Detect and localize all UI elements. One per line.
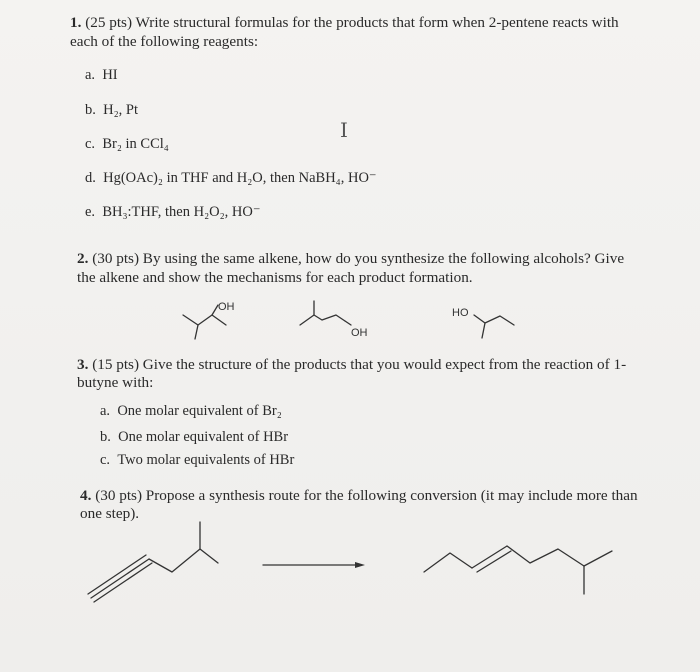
q1-item-a: a. HI <box>85 67 118 83</box>
q4-prompt-line2: one step). <box>80 505 140 522</box>
starting-alkyne-structure <box>88 522 218 602</box>
q1-item-e: e. BH₃:THF, then H₂O₂, HO⁻ <box>85 204 261 220</box>
q1-item-c: c. Br₂ in CCl₄ <box>85 136 169 152</box>
q1-prompt-line2: each of the following reagents: <box>70 33 259 50</box>
alcohol-structure-3 <box>452 307 514 338</box>
q3-prompt-line2: butyne with: <box>77 374 154 391</box>
structure-2-oh-label: OH <box>351 327 368 339</box>
structure-1-oh-label: OH <box>218 301 235 313</box>
alcohol-structure-2 <box>300 301 368 339</box>
q2-prompt-line2: the alkene and show the mechanisms for each product formation. <box>77 269 473 286</box>
structure-3-ho-label: HO <box>452 307 469 319</box>
q3-item-a: a. One molar equivalent of Br₂ <box>100 403 282 419</box>
q4-prompt: (30 pts) Propose a synthesis route for the following conversion (it may include more than <box>91 487 638 504</box>
q1-item-d: d. Hg(OAc)₂ in THF and H₂O, then NaBH₄, HO⁻ <box>85 170 377 186</box>
q2-prompt: (30 pts) By using the same alkene, how do you synthesize the following alcohols? Give <box>88 250 625 267</box>
q1-number: 1. <box>70 14 82 31</box>
q2-number: 2. <box>77 250 89 267</box>
q1-item-b: b. H₂, Pt <box>85 102 138 118</box>
product-alkene-structure <box>424 546 612 594</box>
text-cursor-icon: I <box>340 118 348 142</box>
q3-item-b: b. One molar equivalent of HBr <box>100 429 289 445</box>
q1-prompt: (25 pts) Write structural formulas for the products that form when 2-pentene reacts with <box>81 14 619 31</box>
q3-prompt: (15 pts) Give the structure of the products that you would expect from the reaction of 1- <box>88 356 627 373</box>
q4-heading <box>80 487 638 505</box>
q3-item-c: c. Two molar equivalents of HBr <box>100 452 295 468</box>
alcohol-structure-1 <box>183 301 235 339</box>
reaction-arrow <box>263 562 365 568</box>
q4-number: 4. <box>80 487 92 504</box>
q3-heading <box>77 356 626 374</box>
q3-number: 3. <box>77 356 89 373</box>
